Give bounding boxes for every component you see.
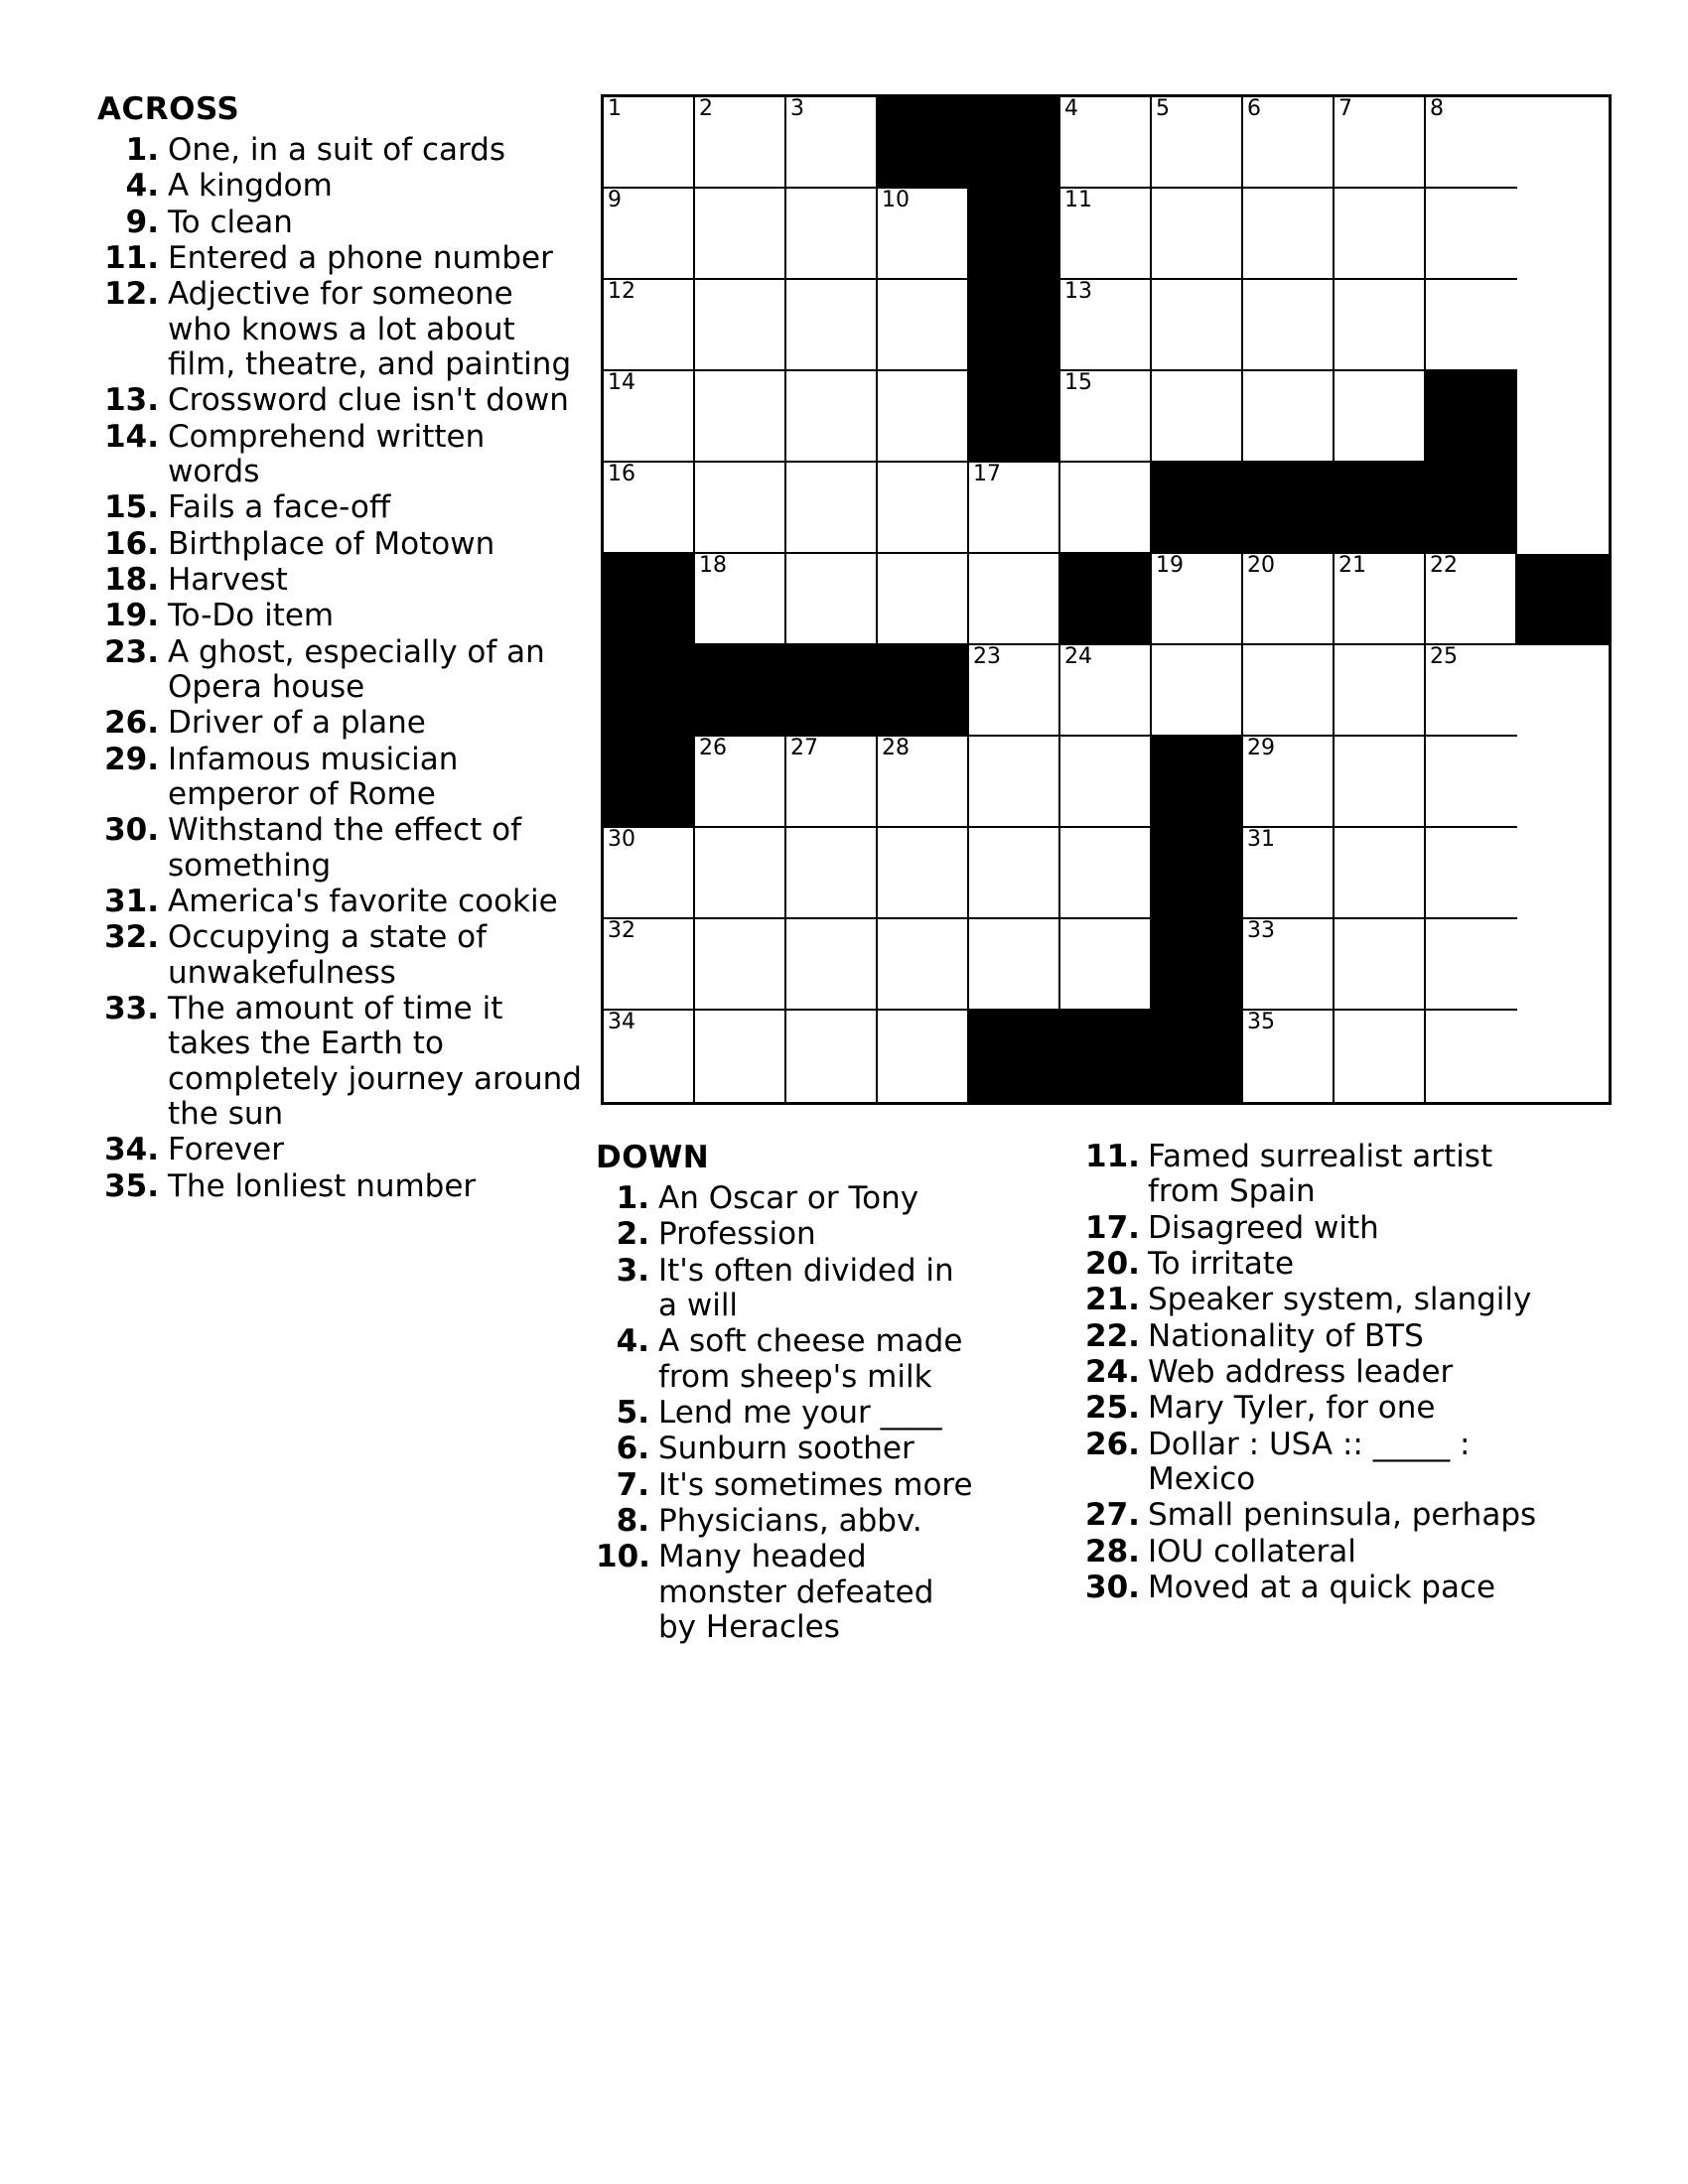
clue-text: Disagreed with [1148, 1209, 1379, 1246]
clue-text: Dollar : USA :: _____ : Mexico [1148, 1426, 1471, 1497]
clue-text: Nationality of BTS [1148, 1317, 1424, 1354]
clue-text: One, in a suit of cards [168, 132, 506, 168]
clue-item[interactable] [1085, 1535, 1537, 1570]
grid-cell[interactable] [1335, 554, 1426, 645]
grid-cell[interactable] [1426, 97, 1517, 189]
clue-number: 9. [125, 204, 159, 240]
clue-text: A ghost, especially of an Opera house [168, 633, 545, 705]
clue-text: Withstand the effect of something [168, 812, 522, 884]
grid-cell[interactable] [1243, 371, 1335, 463]
grid-cell[interactable] [1335, 828, 1426, 919]
grid-cell-number: 16 [608, 462, 635, 486]
grid-cell[interactable] [786, 189, 878, 280]
clue-number: 14. [104, 418, 159, 455]
clue-number: 2. [616, 1216, 649, 1253]
grid-cell[interactable] [1243, 189, 1335, 280]
grid-cell[interactable] [695, 737, 786, 828]
grid-cell-number: 12 [608, 279, 635, 304]
clue-item[interactable] [97, 133, 584, 168]
clue-item[interactable] [596, 1468, 973, 1503]
grid-cell-number: 2 [699, 96, 713, 121]
grid-cell[interactable] [1335, 371, 1426, 463]
grid-cell-block [1426, 371, 1517, 463]
grid-cell[interactable] [1335, 97, 1426, 189]
grid-cell[interactable] [969, 828, 1060, 919]
grid-cell-block [1243, 463, 1335, 554]
grid-cell[interactable] [1152, 189, 1243, 280]
grid-cell[interactable] [1335, 645, 1426, 737]
clue-text: A kingdom [168, 168, 333, 205]
grid-cell-number: 27 [790, 736, 818, 760]
grid-cell-number: 11 [1064, 188, 1092, 212]
clue-number: 20. [1085, 1245, 1140, 1282]
grid-cell[interactable] [878, 828, 969, 919]
grid-row [604, 737, 1609, 828]
grid-cell-block [786, 645, 878, 737]
clue-text: Speaker system, slangily [1148, 1282, 1532, 1318]
clue-item[interactable] [97, 241, 584, 276]
down-heading: DOWN [596, 1140, 710, 1175]
clue-number: 35. [104, 1167, 159, 1204]
clue-text: Sunburn soother [658, 1431, 914, 1467]
clue-text: IOU collateral [1148, 1533, 1356, 1570]
grid-cell[interactable] [786, 371, 878, 463]
grid-cell[interactable] [878, 189, 969, 280]
grid-cell[interactable] [1243, 737, 1335, 828]
grid-cell[interactable] [604, 919, 695, 1011]
grid-cell-number: 10 [882, 188, 910, 212]
clue-number: 1. [616, 1180, 649, 1216]
clue-number: 4. [616, 1323, 649, 1360]
clue-text: To irritate [1148, 1245, 1295, 1282]
clue-item[interactable] [97, 743, 584, 813]
grid-cell-number: 13 [1064, 279, 1092, 304]
clue-item[interactable] [97, 420, 584, 490]
grid-cell[interactable] [604, 828, 695, 919]
clue-text: Profession [658, 1216, 816, 1253]
clue-text: Forever [168, 1132, 284, 1168]
clue-number: 17. [1085, 1209, 1140, 1246]
grid-cell[interactable] [1426, 645, 1517, 737]
grid-cell-number: 33 [1247, 918, 1275, 943]
clue-item[interactable] [97, 1133, 584, 1167]
clue-item[interactable] [97, 527, 584, 562]
clue-number: 5. [616, 1394, 649, 1431]
grid-cell-number: 32 [608, 918, 635, 943]
clue-item[interactable] [1085, 1355, 1537, 1390]
grid-cell-block [604, 737, 695, 828]
down-clue-list-right [1085, 1140, 1537, 1605]
grid-cell-block [1152, 463, 1243, 554]
clue-number: 32. [104, 919, 159, 956]
grid-cell-number: 6 [1247, 96, 1261, 121]
grid-cell[interactable] [604, 1011, 695, 1102]
grid-cell-number: 26 [699, 736, 727, 760]
clue-item[interactable] [97, 920, 584, 991]
clue-text: An Oscar or Tony [658, 1180, 919, 1216]
clue-text: The amount of time it takes the Earth to completely journey around the sun [168, 990, 582, 1132]
grid-cell-number: 28 [882, 736, 910, 760]
clue-number: 19. [104, 598, 159, 634]
grid-cell-block [878, 97, 969, 189]
grid-cell-block [969, 1011, 1060, 1102]
grid-cell[interactable] [1426, 189, 1517, 280]
grid-cell-number: 30 [608, 827, 635, 852]
grid-row [604, 280, 1609, 371]
clue-number: 3. [616, 1252, 649, 1289]
clue-item[interactable] [97, 885, 584, 919]
grid-cell[interactable] [604, 371, 695, 463]
clue-text: To-Do item [168, 598, 335, 634]
grid-cell-number: 1 [608, 96, 622, 121]
grid-cell-number: 4 [1064, 96, 1078, 121]
clue-text: Birthplace of Motown [168, 525, 495, 562]
grid-cell[interactable] [1060, 919, 1152, 1011]
clue-item[interactable] [596, 1324, 973, 1395]
clue-item[interactable] [97, 813, 584, 884]
grid-cell-number: 31 [1247, 827, 1275, 852]
clue-number: 26. [104, 705, 159, 742]
clue-item[interactable] [97, 706, 584, 741]
clue-number: 4. [125, 168, 159, 205]
clue-text: To clean [168, 204, 293, 240]
grid-cell[interactable] [969, 554, 1060, 645]
grid-cell[interactable] [1060, 280, 1152, 371]
grid-cell-block [1152, 828, 1243, 919]
grid-row [604, 828, 1609, 919]
grid-cell-block [878, 645, 969, 737]
clue-item[interactable] [97, 635, 584, 706]
clue-item[interactable] [97, 383, 584, 418]
grid-cell[interactable] [1335, 1011, 1426, 1102]
clue-number: 15. [104, 489, 159, 526]
grid-cell[interactable] [1243, 828, 1335, 919]
grid-cell[interactable] [1335, 280, 1426, 371]
clue-item[interactable] [1085, 1140, 1537, 1210]
clue-text: Moved at a quick pace [1148, 1569, 1496, 1605]
grid-row [604, 97, 1609, 189]
clue-item[interactable] [596, 1396, 973, 1431]
grid-row [604, 645, 1609, 737]
clue-number: 25. [1085, 1390, 1140, 1427]
grid-cell-number: 14 [608, 370, 635, 395]
clue-text: Mary Tyler, for one [1148, 1390, 1436, 1427]
grid-cell-block [969, 371, 1060, 463]
grid-cell[interactable] [1152, 554, 1243, 645]
clue-item[interactable] [1085, 1247, 1537, 1282]
grid-cell-block [1152, 737, 1243, 828]
grid-cell-block [1060, 554, 1152, 645]
grid-cell[interactable] [1243, 554, 1335, 645]
clue-number: 18. [104, 561, 159, 598]
grid-row [604, 919, 1609, 1011]
grid-cell-number: 29 [1247, 736, 1275, 760]
grid-cell[interactable] [878, 554, 969, 645]
grid-cell[interactable] [878, 463, 969, 554]
clue-item[interactable] [1085, 1498, 1537, 1533]
grid-cell[interactable] [1152, 645, 1243, 737]
clue-item[interactable] [97, 205, 584, 240]
across-clue-list [97, 133, 584, 1204]
clue-number: 11. [1085, 1139, 1140, 1174]
grid-cell[interactable] [604, 463, 695, 554]
grid-cell[interactable] [695, 463, 786, 554]
grid-cell[interactable] [695, 828, 786, 919]
clue-number: 11. [104, 239, 159, 276]
grid-cell[interactable] [1060, 737, 1152, 828]
clue-number: 24. [1085, 1353, 1140, 1390]
grid-cell[interactable] [1060, 463, 1152, 554]
clue-number: 1. [125, 132, 159, 168]
grid-cell-number: 7 [1338, 96, 1352, 121]
grid-cell[interactable] [786, 554, 878, 645]
clue-item[interactable] [97, 599, 584, 633]
clue-text: It's sometimes more [658, 1466, 973, 1503]
grid-cell-block [1335, 463, 1426, 554]
grid-cell[interactable] [1060, 645, 1152, 737]
clue-text: Small peninsula, perhaps [1148, 1497, 1537, 1534]
across-clues-section [97, 91, 584, 1205]
grid-cell-number: 5 [1156, 96, 1170, 121]
grid-cell-number: 19 [1156, 553, 1184, 578]
grid-cell[interactable] [1060, 828, 1152, 919]
clue-text: Occupying a state of unwakefulness [168, 919, 488, 991]
clue-text: Lend me your ____ [658, 1394, 942, 1431]
clue-text: America's favorite cookie [168, 883, 558, 919]
grid-cell[interactable] [1426, 737, 1517, 828]
grid-cell[interactable] [1335, 189, 1426, 280]
clue-number: 30. [1085, 1569, 1140, 1605]
across-heading: ACROSS [97, 91, 240, 127]
grid-cell[interactable] [1060, 189, 1152, 280]
clue-text: Fails a face-off [168, 489, 391, 526]
clue-item[interactable] [596, 1432, 973, 1466]
grid-cell-number: 9 [608, 188, 622, 212]
grid-cell-block [1060, 1011, 1152, 1102]
grid-cell-block [969, 189, 1060, 280]
clue-item[interactable] [97, 1169, 584, 1204]
clue-number: 22. [1085, 1317, 1140, 1354]
grid-cell[interactable] [695, 371, 786, 463]
grid-cell-block [604, 645, 695, 737]
clue-number: 26. [1085, 1426, 1140, 1462]
clue-number: 28. [1085, 1533, 1140, 1570]
grid-cell[interactable] [878, 371, 969, 463]
grid-cell[interactable] [604, 189, 695, 280]
clue-item[interactable] [596, 1504, 973, 1539]
grid-cell[interactable] [695, 189, 786, 280]
clue-text: The lonliest number [168, 1167, 477, 1204]
down-clues-section [596, 1140, 973, 1646]
clue-text: Harvest [168, 561, 288, 598]
grid-cell-block [969, 97, 1060, 189]
clue-number: 23. [104, 633, 159, 670]
clue-number: 33. [104, 990, 159, 1026]
grid-cell-number: 24 [1064, 644, 1092, 669]
grid-cell[interactable] [1243, 1011, 1335, 1102]
grid-cell[interactable] [1335, 737, 1426, 828]
clue-item[interactable] [596, 1254, 973, 1324]
grid-cell[interactable] [695, 1011, 786, 1102]
clue-number: 10. [596, 1539, 650, 1575]
grid-cell[interactable] [786, 919, 878, 1011]
grid-cell-block [1517, 554, 1609, 645]
clue-text: Comprehend written words [168, 418, 486, 489]
grid-cell[interactable] [878, 1011, 969, 1102]
clue-item[interactable] [97, 490, 584, 525]
clue-item[interactable] [97, 992, 584, 1132]
grid-cell-number: 22 [1430, 553, 1458, 578]
clue-number: 29. [104, 741, 159, 777]
grid-cell-block [969, 280, 1060, 371]
grid-row [604, 189, 1609, 280]
grid-cell[interactable] [969, 463, 1060, 554]
grid-cell-number: 17 [973, 462, 1001, 486]
grid-cell-number: 18 [699, 553, 727, 578]
grid-cell-number: 8 [1430, 96, 1444, 121]
grid-cell[interactable] [786, 737, 878, 828]
grid-cell-block [1426, 463, 1517, 554]
clue-item[interactable] [596, 1540, 973, 1645]
clue-item[interactable] [97, 563, 584, 598]
clue-text: Many headed monster defeated by Heracles [658, 1539, 934, 1645]
grid-cell[interactable] [695, 919, 786, 1011]
grid-cell-number: 23 [973, 644, 1001, 669]
clue-number: 27. [1085, 1497, 1140, 1534]
grid-cell[interactable] [1152, 371, 1243, 463]
clue-number: 16. [104, 525, 159, 562]
grid-cell-number: 20 [1247, 553, 1275, 578]
clue-text: Crossword clue isn't down [168, 382, 569, 419]
clue-item[interactable] [1085, 1391, 1537, 1426]
clue-item[interactable] [596, 1217, 973, 1252]
grid-cell[interactable] [1152, 280, 1243, 371]
clue-item[interactable] [1085, 1283, 1537, 1317]
grid-row [604, 1011, 1609, 1102]
grid-cell[interactable] [604, 280, 695, 371]
grid-cell[interactable] [1243, 280, 1335, 371]
grid-cell[interactable] [1152, 97, 1243, 189]
grid-cell[interactable] [1426, 828, 1517, 919]
grid-cell[interactable] [1426, 1011, 1517, 1102]
clue-text: A soft cheese made from sheep's milk [658, 1323, 963, 1395]
grid-cell[interactable] [604, 97, 695, 189]
grid-row [604, 554, 1609, 645]
down-clue-list-left [596, 1181, 973, 1645]
grid-cell-block [1152, 919, 1243, 1011]
clue-number: 31. [104, 883, 159, 919]
grid-cell-number: 21 [1338, 553, 1366, 578]
clue-item[interactable] [1085, 1570, 1537, 1605]
grid-cell[interactable] [1426, 919, 1517, 1011]
grid-cell[interactable] [695, 280, 786, 371]
grid-cell[interactable] [1426, 554, 1517, 645]
grid-cell-number: 34 [608, 1010, 635, 1034]
clue-text: Driver of a plane [168, 705, 426, 742]
grid-cell[interactable] [1243, 919, 1335, 1011]
clue-item[interactable] [97, 169, 584, 204]
grid-cell-number: 3 [790, 96, 804, 121]
grid-cell[interactable] [969, 919, 1060, 1011]
clue-number: 8. [616, 1502, 649, 1539]
clue-number: 34. [104, 1132, 159, 1168]
grid-cell[interactable] [1426, 280, 1517, 371]
clue-text: It's often divided in a will [658, 1252, 954, 1323]
clue-number: 6. [616, 1431, 649, 1467]
grid-cell[interactable] [786, 1011, 878, 1102]
clue-number: 13. [104, 382, 159, 419]
grid-cell[interactable] [878, 280, 969, 371]
grid-cell-block [695, 645, 786, 737]
clue-item[interactable] [1085, 1428, 1537, 1498]
grid-cell-number: 25 [1430, 644, 1458, 669]
grid-cell-number: 35 [1247, 1010, 1275, 1034]
clue-item[interactable] [97, 277, 584, 382]
grid-cell[interactable] [786, 828, 878, 919]
grid-cell[interactable] [1060, 97, 1152, 189]
clue-text: Entered a phone number [168, 239, 553, 276]
clue-text: Adjective for someone who knows a lot about film, theatre, and painting [168, 276, 572, 382]
clue-number: 30. [104, 812, 159, 849]
grid-cell[interactable] [695, 554, 786, 645]
grid-cell-block [604, 554, 695, 645]
grid-cell[interactable] [1243, 97, 1335, 189]
clue-item[interactable] [596, 1181, 973, 1216]
crossword-grid[interactable] [601, 94, 1612, 1105]
grid-cell[interactable] [878, 919, 969, 1011]
grid-cell[interactable] [1335, 919, 1426, 1011]
grid-cell[interactable] [786, 97, 878, 189]
grid-cell[interactable] [786, 463, 878, 554]
grid-cell[interactable] [969, 737, 1060, 828]
grid-cell[interactable] [1243, 645, 1335, 737]
grid-cell[interactable] [695, 97, 786, 189]
grid-row [604, 463, 1609, 554]
clue-text: Physicians, abbv. [658, 1502, 922, 1539]
down-clues-section-continued [1085, 1140, 1537, 1606]
grid-cell[interactable] [786, 280, 878, 371]
grid-cell-number: 15 [1064, 370, 1092, 395]
clue-number: 12. [104, 276, 159, 313]
grid-cell[interactable] [1060, 371, 1152, 463]
clue-text: Famed surrealist artist from Spain [1148, 1139, 1493, 1210]
clue-text: Web address leader [1148, 1353, 1454, 1390]
grid-cell[interactable] [969, 645, 1060, 737]
clue-number: 7. [616, 1466, 649, 1503]
clue-item[interactable] [1085, 1319, 1537, 1354]
clue-text: Infamous musician emperor of Rome [168, 741, 459, 812]
grid-cell-block [1152, 1011, 1243, 1102]
clue-number: 21. [1085, 1282, 1140, 1318]
clue-item[interactable] [1085, 1211, 1537, 1246]
grid-row [604, 371, 1609, 463]
grid-cell[interactable] [878, 737, 969, 828]
